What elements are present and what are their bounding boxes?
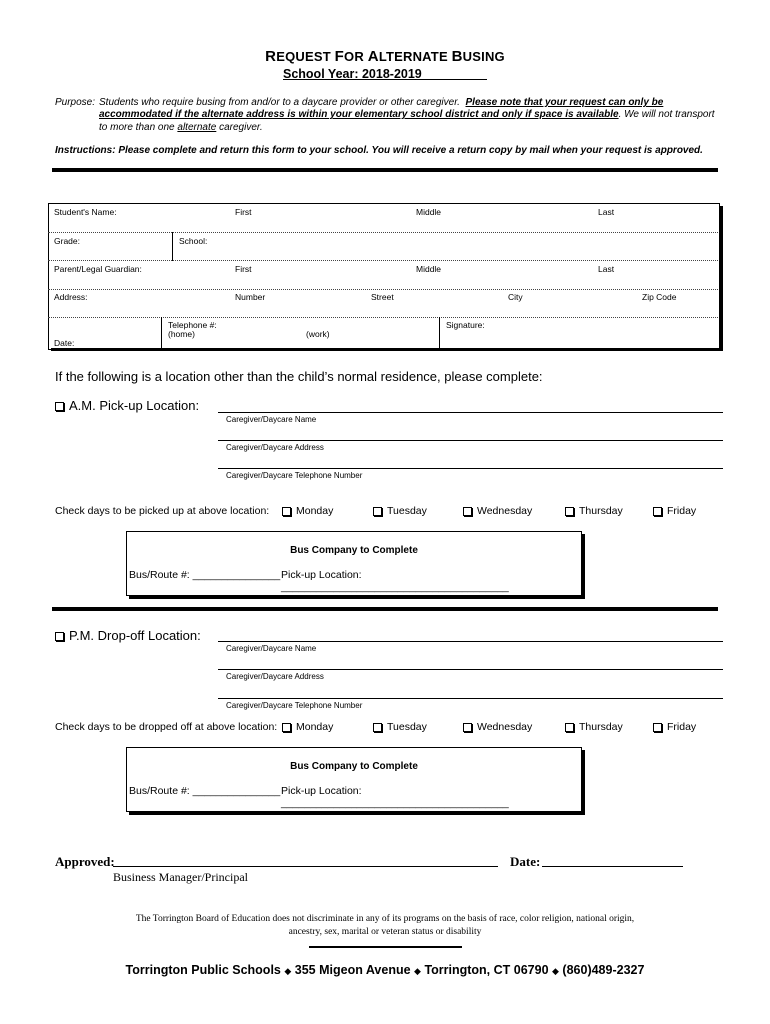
parent-guardian-label: Parent/Legal Guardian: bbox=[54, 264, 142, 274]
checkbox-icon[interactable] bbox=[653, 507, 662, 516]
day-label: Thursday bbox=[579, 505, 623, 517]
pm-caregiver-address-label: Caregiver/Daycare Address bbox=[226, 672, 324, 681]
pm-caregiver-phone-label: Caregiver/Daycare Telephone Number bbox=[226, 701, 363, 710]
am-pickup-section bbox=[55, 398, 199, 413]
approved-signature-line[interactable] bbox=[113, 866, 498, 867]
nondiscrimination-line: The Torrington Board of Education does not discriminate in any of its programs on the basis of race, color religion, national origin, bbox=[135, 914, 635, 924]
approval-date-label: Date: bbox=[510, 854, 541, 869]
pm-caregiver-address-line[interactable] bbox=[218, 669, 723, 670]
am-bus-company-box bbox=[126, 531, 582, 596]
checkbox-icon[interactable] bbox=[282, 507, 291, 516]
am-day-wednesday[interactable] bbox=[463, 505, 532, 517]
pm-day-tuesday[interactable] bbox=[373, 721, 427, 733]
middle-name-label: Middle bbox=[416, 207, 442, 217]
address-zip-label: Zip Code bbox=[642, 292, 677, 302]
pm-bus-route-field[interactable]: Bus/Route #: _______________ bbox=[129, 785, 281, 797]
address-city-label: City bbox=[508, 292, 523, 302]
am-day-friday[interactable] bbox=[653, 505, 696, 517]
parent-last-label: Last bbox=[598, 264, 615, 274]
parent-middle-label: Middle bbox=[416, 264, 442, 274]
title-part: B bbox=[451, 48, 463, 65]
school-year: School Year: 2018-2019 bbox=[283, 67, 422, 81]
address-label: Address: bbox=[54, 292, 88, 302]
pm-day-wednesday[interactable] bbox=[463, 721, 532, 733]
footer-city: Torrington, CT 06790 bbox=[424, 963, 549, 977]
am-bus-company-title: Bus Company to Complete bbox=[290, 545, 418, 556]
approval-date-line[interactable] bbox=[542, 866, 683, 867]
purpose-text-2: . We will not transport to more than one bbox=[99, 109, 715, 133]
am-pickup-checkbox[interactable] bbox=[55, 402, 64, 411]
diamond-icon: ◆ bbox=[414, 966, 421, 976]
checkbox-icon[interactable] bbox=[653, 723, 662, 732]
address-street-label: Street bbox=[371, 292, 394, 302]
school-label: School: bbox=[179, 236, 208, 246]
purpose-text: Students who require busing from and/or to a daycare provider or other caregiver. bbox=[99, 97, 460, 108]
last-name-label: Last bbox=[598, 207, 615, 217]
pm-dropoff-checkbox[interactable] bbox=[55, 632, 64, 641]
footer-org: Torrington Public Schools bbox=[125, 963, 281, 977]
checkbox-icon[interactable] bbox=[282, 723, 291, 732]
pm-check-days-label: Check days to be dropped off at above location: bbox=[55, 721, 278, 733]
table-shadow-bottom bbox=[51, 348, 723, 351]
day-label: Tuesday bbox=[387, 505, 427, 517]
section-divider bbox=[52, 168, 718, 172]
business-manager-label: Business Manager/Principal bbox=[113, 870, 248, 884]
day-label: Friday bbox=[667, 505, 697, 517]
am-caregiver-name-line[interactable] bbox=[218, 412, 723, 413]
row-divider bbox=[48, 260, 718, 261]
footer-phone: (860)489-2327 bbox=[562, 963, 645, 977]
checkbox-icon[interactable] bbox=[565, 723, 574, 732]
nondiscrimination-statement bbox=[0, 913, 770, 939]
footer bbox=[0, 963, 770, 977]
day-label: Friday bbox=[667, 721, 697, 733]
title-part: F bbox=[334, 48, 345, 65]
purpose-note: Please note that your request can only be accommodated if the alternate address is within your elementary school district and only if space is available bbox=[99, 97, 664, 121]
purpose-text-3: caregiver. bbox=[216, 121, 263, 133]
pm-day-monday[interactable] bbox=[282, 721, 333, 733]
am-day-thursday[interactable] bbox=[565, 505, 623, 517]
pm-bus-company-box bbox=[126, 747, 582, 812]
checkbox-icon[interactable] bbox=[565, 507, 574, 516]
table-shadow-right bbox=[720, 206, 723, 351]
first-name-label: First bbox=[235, 207, 252, 217]
am-caregiver-address-label: Caregiver/Daycare Address bbox=[226, 443, 324, 452]
day-label: Wednesday bbox=[477, 505, 533, 517]
pm-caregiver-phone-line[interactable] bbox=[218, 698, 723, 699]
pm-dropoff-section bbox=[55, 628, 201, 643]
location-intro: If the following is a location other than the child’s normal residence, please complete: bbox=[55, 369, 543, 384]
title-part: EQUEST bbox=[276, 49, 335, 64]
purpose-underlined-word: alternate bbox=[177, 121, 217, 133]
school-year-underline bbox=[283, 79, 487, 80]
am-day-tuesday[interactable] bbox=[373, 505, 427, 517]
grade-divider bbox=[172, 232, 173, 261]
title-part: USING bbox=[462, 49, 505, 64]
checkbox-icon[interactable] bbox=[373, 507, 382, 516]
date-label: Date: bbox=[54, 338, 75, 348]
pm-day-thursday[interactable] bbox=[565, 721, 623, 733]
signature-divider bbox=[439, 317, 440, 348]
diamond-icon: ◆ bbox=[284, 966, 292, 976]
diamond-icon: ◆ bbox=[552, 966, 559, 976]
am-caregiver-name-label: Caregiver/Daycare Name bbox=[226, 415, 317, 424]
am-pickup-location-field[interactable]: Pick-up Location: _______________________________________ bbox=[281, 569, 509, 593]
am-bus-route-field[interactable]: Bus/Route #: _______________ bbox=[129, 569, 281, 581]
student-table-border bbox=[48, 203, 720, 350]
title-part: OR bbox=[344, 49, 368, 64]
date-divider bbox=[161, 317, 162, 348]
pm-caregiver-name-line[interactable] bbox=[218, 641, 723, 642]
form-title bbox=[0, 48, 770, 65]
grade-label: Grade: bbox=[54, 236, 80, 246]
pm-day-friday[interactable] bbox=[653, 721, 696, 733]
am-check-days-label: Check days to be picked up at above location: bbox=[55, 505, 270, 517]
pm-caregiver-name-label: Caregiver/Daycare Name bbox=[226, 644, 317, 653]
signature-label: Signature: bbox=[446, 320, 485, 330]
students-name-label: Student's Name: bbox=[54, 207, 117, 217]
section-divider bbox=[52, 607, 718, 611]
nondiscrimination-line: ancestry, sex, marital or veteran status or disability bbox=[288, 927, 482, 937]
home-phone-label: (home) bbox=[168, 329, 195, 339]
am-caregiver-phone-line[interactable] bbox=[218, 468, 723, 469]
purpose-label: Purpose: bbox=[55, 97, 96, 108]
telephone-label: Telephone #: bbox=[168, 320, 217, 330]
parent-first-label: First bbox=[235, 264, 252, 274]
day-label: Monday bbox=[296, 505, 334, 517]
approved-label: Approved: bbox=[55, 854, 115, 869]
checkbox-icon[interactable] bbox=[463, 507, 472, 516]
checkbox-icon[interactable] bbox=[463, 723, 472, 732]
footer-address: 355 Migeon Avenue bbox=[294, 963, 411, 977]
day-label: Tuesday bbox=[387, 721, 427, 733]
pm-bus-company-title: Bus Company to Complete bbox=[290, 761, 418, 772]
day-label: Monday bbox=[296, 721, 334, 733]
am-day-monday[interactable] bbox=[282, 505, 333, 517]
day-label: Wednesday bbox=[477, 721, 533, 733]
checkbox-icon[interactable] bbox=[373, 723, 382, 732]
title-part: R bbox=[265, 48, 277, 65]
row-divider bbox=[48, 317, 718, 318]
work-phone-label: (work) bbox=[306, 329, 330, 339]
row-divider bbox=[48, 232, 718, 233]
am-caregiver-phone-label: Caregiver/Daycare Telephone Number bbox=[226, 471, 363, 480]
purpose-paragraph bbox=[55, 97, 715, 134]
pm-dropoff-label: P.M. Drop-off Location: bbox=[69, 628, 201, 643]
am-pickup-label: A.M. Pick-up Location: bbox=[69, 398, 200, 413]
row-divider bbox=[48, 289, 718, 290]
student-info-table bbox=[48, 203, 720, 351]
title-part: A bbox=[367, 48, 379, 65]
footer-rule bbox=[309, 946, 462, 948]
pm-pickup-location-field[interactable]: Pick-up Location: _______________________________________ bbox=[281, 785, 509, 809]
day-label: Thursday bbox=[579, 721, 623, 733]
address-number-label: Number bbox=[235, 292, 266, 302]
instructions: Instructions: Please complete and return this form to your school. You will receive a return copy by mail when your request is approved. bbox=[55, 145, 703, 156]
am-caregiver-address-line[interactable] bbox=[218, 440, 723, 441]
title-part: LTERNATE bbox=[378, 49, 452, 64]
